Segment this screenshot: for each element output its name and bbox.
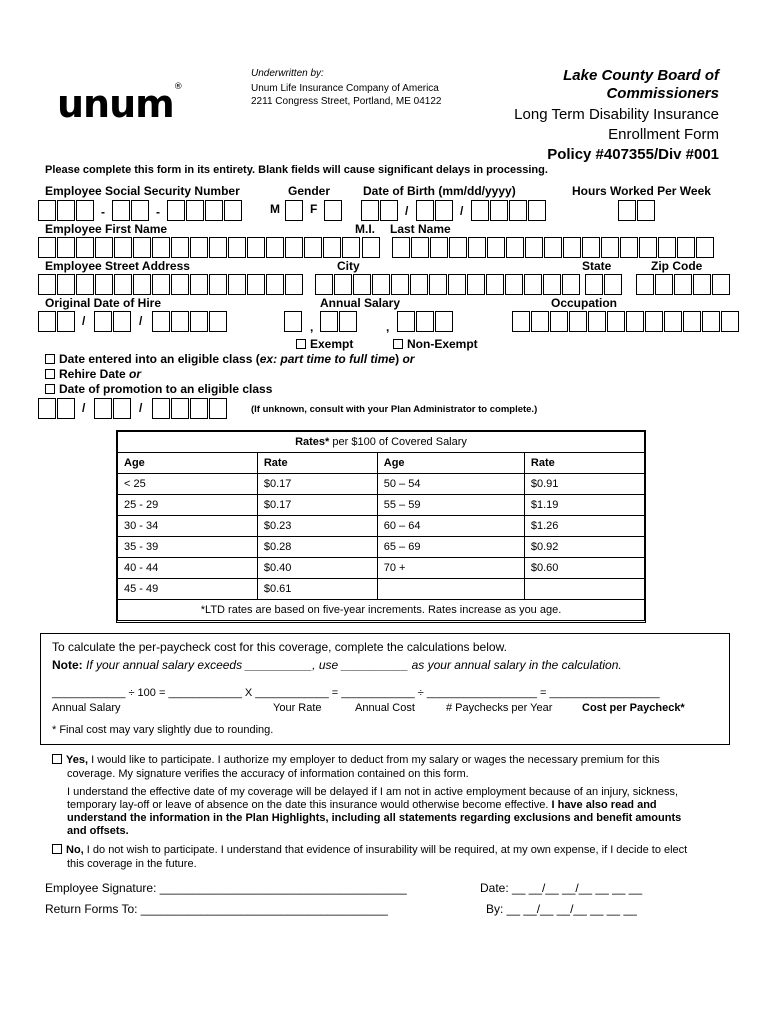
hire-slash-1: / [82, 314, 86, 328]
org-line-2: Commissioners [606, 85, 719, 102]
char-box[interactable] [285, 237, 303, 258]
calc-formula[interactable]: ____________ ÷ 100 = ____________ X ____________ = ____________ ÷ __________________ = __________________ [52, 687, 660, 699]
ssn-label: Employee Social Security Number [45, 184, 240, 198]
gender-m-box[interactable] [285, 200, 303, 221]
salary-hundred-thousands-box[interactable] [284, 311, 302, 332]
rate-cell [524, 579, 644, 600]
rate-cell: $1.19 [524, 495, 644, 516]
age-cell [377, 579, 524, 600]
rate-cell: $0.17 [257, 495, 377, 516]
annual-cost-caption: Annual Cost [355, 702, 415, 714]
char-box[interactable] [334, 274, 352, 295]
char-box[interactable] [607, 311, 625, 332]
hours-boxes[interactable] [618, 200, 655, 221]
elig-month-boxes[interactable] [38, 398, 75, 419]
char-box[interactable] [531, 311, 549, 332]
age-header: Age [377, 453, 524, 474]
company-address: 2211 Congress Street, Portland, ME 04122 [251, 96, 442, 107]
occupation-label: Occupation [551, 296, 618, 310]
char-box[interactable] [721, 311, 739, 332]
age-cell: 50 – 54 [377, 474, 524, 495]
rehire-option[interactable] [45, 367, 141, 381]
your-rate-caption: Your Rate [273, 702, 322, 714]
promotion-checkbox[interactable] [45, 384, 55, 394]
mi-label: M.I. [355, 222, 375, 236]
non-exempt-checkbox[interactable] [393, 339, 403, 349]
ssn-area-boxes[interactable] [38, 200, 94, 221]
hire-day-boxes[interactable] [94, 311, 131, 332]
first-name-boxes[interactable] [38, 237, 360, 258]
age-cell: 55 – 59 [377, 495, 524, 516]
table-row [118, 579, 645, 600]
calc-intro: To calculate the per-paycheck cost for this coverage, complete the calculations below. [52, 640, 507, 654]
char-box[interactable] [95, 237, 113, 258]
char-box[interactable] [512, 311, 530, 332]
table-row [118, 495, 645, 516]
understand-4: and offsets. [67, 825, 129, 837]
non-exempt-option[interactable] [393, 337, 478, 351]
eligible-class-checkbox[interactable] [45, 354, 55, 364]
char-box[interactable] [247, 274, 265, 295]
char-box[interactable] [209, 274, 227, 295]
char-box[interactable] [76, 237, 94, 258]
no-checkbox[interactable] [52, 844, 62, 854]
char-box[interactable] [133, 237, 151, 258]
exempt-option[interactable] [296, 337, 353, 351]
char-box[interactable] [524, 274, 542, 295]
rate-cell: $0.91 [524, 474, 644, 495]
age-header: Age [118, 453, 258, 474]
rehire-text: Rehire Date [59, 367, 130, 381]
last-name-boxes[interactable] [392, 237, 714, 258]
understand-2: temporary lay-off or leave of absence on the date this insurance would otherwise become effective. I have also read and [67, 799, 657, 811]
rate-cell: $0.61 [257, 579, 377, 600]
org-line-1: Lake County Board of [563, 67, 719, 84]
char-box[interactable] [209, 237, 227, 258]
age-cell: 70 + [377, 558, 524, 579]
no-text: I do not wish to participate. I understand that evidence of insurability will be required, at my own expense, if I decide to elect [83, 844, 688, 856]
first-name-label: Employee First Name [45, 222, 168, 236]
rate-cell: $0.28 [257, 537, 377, 558]
salary-label: Annual Salary [320, 296, 401, 310]
street-boxes[interactable] [38, 274, 303, 295]
mi-box[interactable] [362, 237, 380, 258]
table-row [118, 516, 645, 537]
char-box[interactable] [410, 274, 428, 295]
age-cell: 25 - 29 [118, 495, 258, 516]
char-box[interactable] [525, 237, 543, 258]
policy-number: Policy #407355/Div #001 [547, 146, 719, 163]
char-box[interactable] [626, 311, 644, 332]
no-text-2: this coverage in the future. [67, 858, 197, 870]
char-box[interactable] [468, 237, 486, 258]
return-by-line[interactable]: By: __ __/__ __/__ __ __ __ [486, 902, 637, 916]
understand-1: I understand the effective date of my coverage will be delayed if I am not in active employment because of an injury, sickness, [67, 786, 679, 798]
char-box[interactable] [429, 274, 447, 295]
char-box[interactable] [114, 237, 132, 258]
yes-label: Yes, [66, 754, 89, 766]
char-box[interactable] [645, 311, 663, 332]
char-box[interactable] [285, 274, 303, 295]
calc-note [52, 658, 622, 672]
rehire-checkbox[interactable] [45, 369, 55, 379]
char-box[interactable] [315, 274, 333, 295]
elig-slash-2: / [139, 401, 143, 415]
ssn-serial-boxes[interactable] [167, 200, 242, 221]
salary-comma-1: , [310, 320, 314, 334]
age-cell: < 25 [118, 474, 258, 495]
form-title-2: Enrollment Form [608, 126, 719, 143]
city-label: City [337, 259, 360, 273]
dob-slash-1: / [405, 204, 409, 218]
rates-table [117, 431, 645, 621]
return-forms-line[interactable]: Return Forms To: _____________________________________ [45, 902, 388, 916]
eligible-class-close: ) [395, 352, 403, 366]
gender-label: Gender [288, 184, 331, 198]
signature-date-line[interactable]: Date: __ __/__ __/__ __ __ __ [480, 881, 643, 895]
char-box[interactable] [505, 274, 523, 295]
char-box[interactable] [430, 237, 448, 258]
hire-year-boxes[interactable] [152, 311, 227, 332]
eligible-class-option[interactable] [45, 352, 414, 366]
unknown-note: (If unknown, consult with your Plan Administrator to complete.) [251, 404, 538, 415]
eligible-class-text: Date entered into an eligible class ( [59, 352, 260, 366]
char-box[interactable] [95, 274, 113, 295]
gender-f-box[interactable] [324, 200, 342, 221]
hours-label: Hours Worked Per Week [572, 184, 711, 198]
char-box[interactable] [228, 237, 246, 258]
char-box[interactable] [506, 237, 524, 258]
rates-title: Rates* per $100 of Covered Salary [118, 432, 645, 453]
hire-slash-2: / [139, 314, 143, 328]
rate-header: Rate [524, 453, 644, 474]
understand-3: understand the information in the Plan Highlights, including all statements regarding exclusions and benefit amounts [67, 812, 682, 824]
form-title-1: Long Term Disability Insurance [514, 106, 719, 123]
no-option[interactable] [52, 844, 687, 856]
age-cell: 30 - 34 [118, 516, 258, 537]
char-box[interactable] [391, 274, 409, 295]
age-cell: 35 - 39 [118, 537, 258, 558]
yes-checkbox[interactable] [52, 754, 62, 764]
table-row [118, 537, 645, 558]
char-box[interactable] [114, 274, 132, 295]
gender-f-label: F [310, 202, 318, 216]
company-name: Unum Life Insurance Company of America [251, 83, 439, 94]
logo-mark: ® [173, 82, 182, 92]
char-box[interactable] [372, 274, 390, 295]
dob-month-boxes[interactable] [361, 200, 398, 221]
occupation-boxes[interactable] [512, 311, 739, 332]
yes-text-2: coverage. My signature verifies the accuracy of information contained on this form. [67, 768, 469, 780]
elig-day-boxes[interactable] [94, 398, 131, 419]
char-box[interactable] [323, 237, 341, 258]
age-cell: 45 - 49 [118, 579, 258, 600]
eligible-class-or: or [402, 352, 415, 366]
rate-cell: $0.60 [524, 558, 644, 579]
char-box[interactable] [467, 274, 485, 295]
char-box[interactable] [247, 237, 265, 258]
promotion-option[interactable] [45, 382, 272, 396]
zip-boxes[interactable] [636, 274, 730, 295]
age-cell: 40 - 44 [118, 558, 258, 579]
table-row [118, 474, 645, 495]
rehire-or: or [129, 367, 142, 381]
ssn-group-boxes[interactable] [112, 200, 149, 221]
char-box[interactable] [550, 311, 568, 332]
char-box[interactable] [57, 237, 75, 258]
char-box[interactable] [449, 237, 467, 258]
rate-cell: $0.92 [524, 537, 644, 558]
rate-cell: $0.40 [257, 558, 377, 579]
underwritten-by: Underwritten by: [251, 68, 324, 79]
char-box[interactable] [486, 274, 504, 295]
char-box[interactable] [190, 237, 208, 258]
char-box[interactable] [601, 237, 619, 258]
elig-slash-1: / [82, 401, 86, 415]
char-box[interactable] [569, 311, 587, 332]
calc-note-text: If your annual salary exceeds __________, use __________ as your annual salary in the calculation. [82, 658, 622, 672]
age-cell: 65 – 69 [377, 537, 524, 558]
char-box[interactable] [38, 274, 56, 295]
char-box[interactable] [702, 311, 720, 332]
char-box[interactable] [266, 274, 284, 295]
dob-year-boxes[interactable] [471, 200, 546, 221]
ssn-dash-1: - [101, 205, 105, 219]
rates-header-row [118, 453, 645, 474]
char-box[interactable] [582, 237, 600, 258]
table-row [118, 558, 645, 579]
dob-label: Date of Birth (mm/dd/yyyy) [363, 184, 516, 198]
dob-day-boxes[interactable] [416, 200, 453, 221]
char-box[interactable] [487, 237, 505, 258]
char-box[interactable] [392, 237, 410, 258]
city-boxes[interactable] [315, 274, 580, 295]
char-box[interactable] [696, 237, 714, 258]
calc-note-label: Note: [52, 658, 83, 672]
paychecks-caption: # Paychecks per Year [446, 702, 553, 714]
char-box[interactable] [658, 237, 676, 258]
street-label: Employee Street Address [45, 259, 190, 273]
cost-per-paycheck-caption: Cost per Paycheck* [582, 702, 685, 714]
char-box[interactable] [171, 274, 189, 295]
exempt-label: Exempt [310, 337, 354, 351]
no-label: No, [66, 844, 84, 856]
char-box[interactable] [152, 237, 170, 258]
char-box[interactable] [133, 274, 151, 295]
char-box[interactable] [544, 237, 562, 258]
char-box[interactable] [543, 274, 561, 295]
non-exempt-label: Non-Exempt [407, 337, 478, 351]
char-box[interactable] [266, 237, 284, 258]
char-box[interactable] [76, 274, 94, 295]
gender-m-label: M [270, 202, 280, 216]
char-box[interactable] [588, 311, 606, 332]
employee-signature-line[interactable]: Employee Signature: _____________________________________ [45, 881, 407, 895]
char-box[interactable] [353, 274, 371, 295]
hire-month-boxes[interactable] [38, 311, 75, 332]
char-box[interactable] [57, 274, 75, 295]
rate-cell: $0.17 [257, 474, 377, 495]
unum-logo [57, 82, 182, 126]
char-box[interactable] [448, 274, 466, 295]
instructions: Please complete this form in its entirety. Blank fields will cause significant delays in processing. [45, 164, 548, 176]
salary-ones-boxes[interactable] [397, 311, 453, 332]
rate-header: Rate [257, 453, 377, 474]
zip-label: Zip Code [651, 259, 703, 273]
logo-text: unum [57, 82, 174, 126]
char-box[interactable] [683, 311, 701, 332]
char-box[interactable] [190, 274, 208, 295]
eligible-class-example: ex: part time to full time [259, 352, 396, 366]
hire-label: Original Date of Hire [45, 296, 162, 310]
last-name-label: Last Name [390, 222, 451, 236]
salary-thousands-boxes[interactable] [320, 311, 357, 332]
annual-salary-caption: Annual Salary [52, 702, 121, 714]
rate-cell: $0.23 [257, 516, 377, 537]
char-box[interactable] [664, 311, 682, 332]
ssn-dash-2: - [156, 205, 160, 219]
age-cell: 60 – 64 [377, 516, 524, 537]
char-box[interactable] [562, 274, 580, 295]
char-box[interactable] [677, 237, 695, 258]
char-box[interactable] [152, 274, 170, 295]
char-box[interactable] [639, 237, 657, 258]
char-box[interactable] [38, 237, 56, 258]
char-box[interactable] [342, 237, 360, 258]
yes-text: I would like to participate. I authorize my employer to deduct from my salary or wages the necessary premium for this [88, 754, 660, 766]
rates-footnote: *LTD rates are based on five-year increments. Rates increase as you age. [118, 600, 645, 621]
char-box[interactable] [620, 237, 638, 258]
exempt-checkbox[interactable] [296, 339, 306, 349]
salary-comma-2: , [386, 320, 390, 334]
char-box[interactable] [171, 237, 189, 258]
yes-option[interactable] [52, 754, 660, 766]
char-box[interactable] [563, 237, 581, 258]
promotion-text: Date of promotion to an eligible class [59, 382, 273, 396]
final-cost-note: * Final cost may vary slightly due to rounding. [52, 724, 274, 736]
state-label: State [582, 259, 612, 273]
elig-year-boxes[interactable] [152, 398, 227, 419]
char-box[interactable] [304, 237, 322, 258]
rate-cell: $1.26 [524, 516, 644, 537]
state-boxes[interactable] [585, 274, 622, 295]
char-box[interactable] [411, 237, 429, 258]
dob-slash-2: / [460, 204, 464, 218]
char-box[interactable] [228, 274, 246, 295]
